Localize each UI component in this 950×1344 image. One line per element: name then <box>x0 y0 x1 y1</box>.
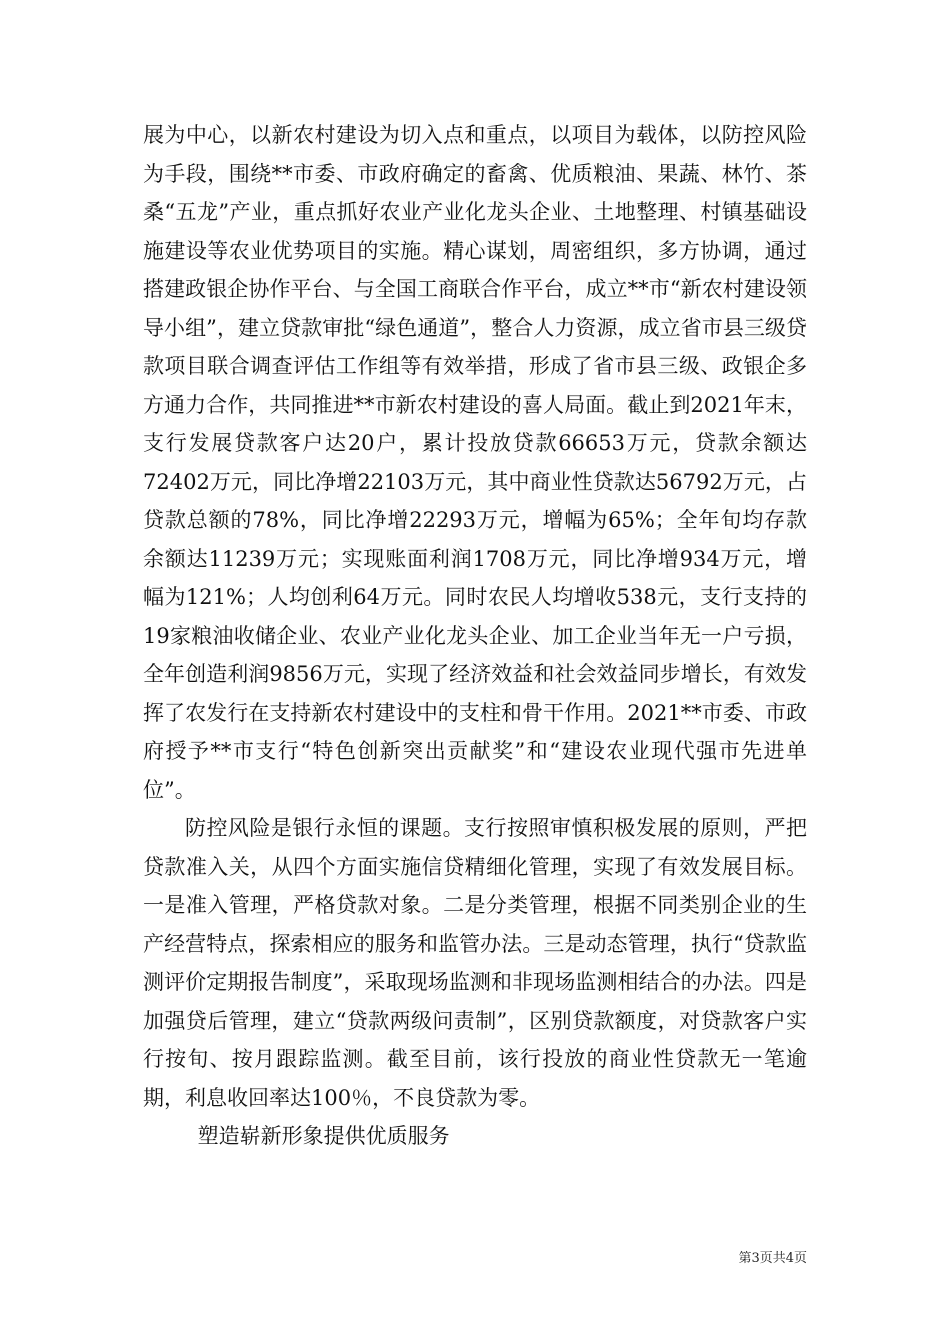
page-number: 第3页共4页 <box>738 1251 807 1266</box>
paragraph: 防控风险是银行永恒的课题。支行按照审慎积极发展的原则，严把贷款准入关，从四个方面实施信贷精细化管理，实现了有效发展目标。一是准入管理，严格贷款对象。二是分类管理，根据不同类别企业的生产经营特点，探索相应的服务和监管办法。三是动态管理，执行“贷款监测评价定期报告制度”，采取现场监测和非现场监测相结合的办法。四是加强贷后管理，建立“贷款两级问责制”，区别贷款额度，对贷款客户实行按旬、按月跟踪监测。截至目前，该行投放的商业性贷款无一笔逾期，利息收回率达100％，不良贷款为零。 <box>143 816 807 1110</box>
document-body <box>143 116 807 1156</box>
section-heading: 塑造崭新形象提供优质服务 <box>197 1124 450 1148</box>
paragraph: 展为中心，以新农村建设为切入点和重点，以项目为载体，以防控风险为手段，围绕**市委、市政府确定的畜禽、优质粮油、果蔬、林竹、茶桑“五龙”产业，重点抓好农业产业化龙头企业、土地整理、村镇基础设施建设等农业优势项目的实施。精心谋划，周密组织，多方协调，通过搭建政银企协作平台、与全国工商联合作平台，成立**市“新农村建设领导小组”，建立贷款审批“绿色通道”，整合人力资源，成立省市县三级贷款项目联合调查评估工作组等有效举措，形成了省市县三级、政银企多方通力合作，共同推进**市新农村建设的喜人局面。截止到2021年末，支行发展贷款客户达20户，累计投放贷款66653万元，贷款余额达72402万元，同比净增22103万元，其中商业性贷款达56792万元，占贷款总额的78%，同比净增22293万元，增幅为65%；全年旬均存款余额达11239万元；实现账面利润1708万元，同比净增934万元，增幅为121%；人均创利64万元。同时农民人均增收538元，支行支持的19家粮油收储企业、农业产业化龙头企业、加工企业当年无一户亏损，全年创造利润9856万元，实现了经济效益和社会效益同步增长，有效发挥了农发行在支持新农村建设中的支柱和骨干作用。2021**市委、市政府授予**市支行“特色创新突出贡献奖”和“建设农业现代强市先进单位”。 <box>143 123 807 802</box>
